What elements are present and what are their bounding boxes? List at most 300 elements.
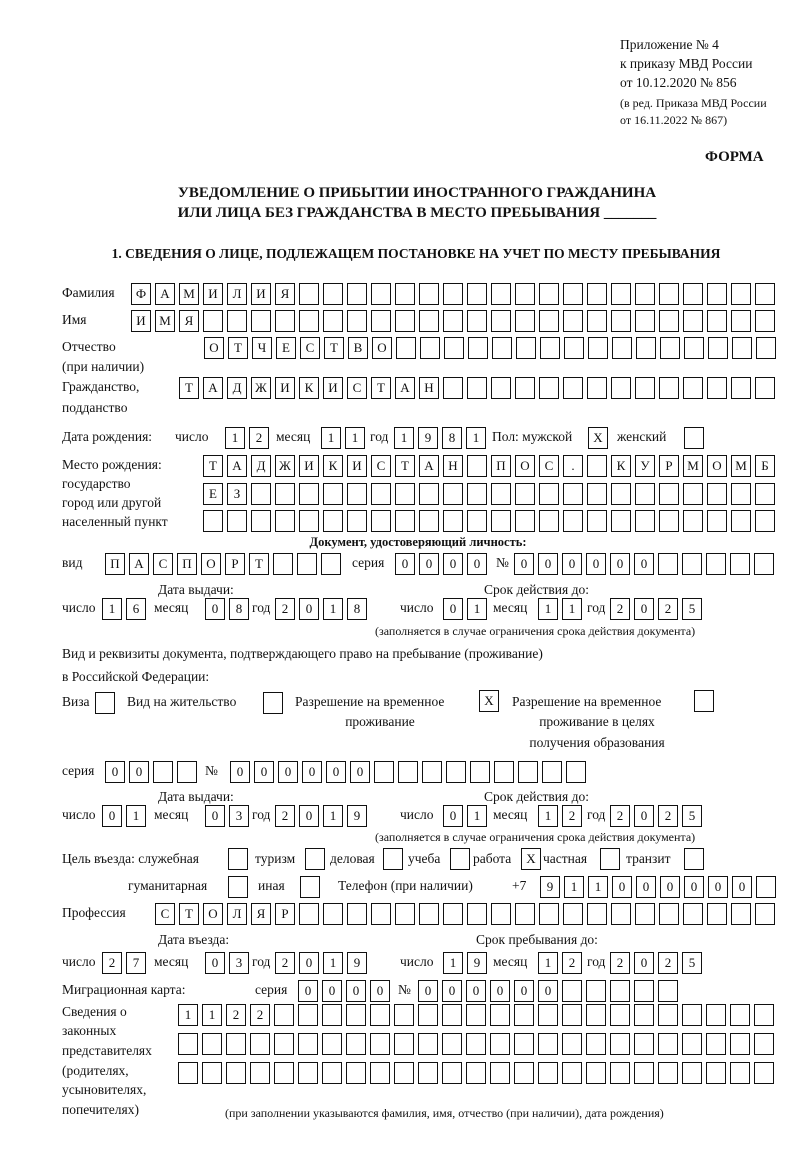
purpose-transit-checkbox[interactable] (684, 848, 708, 870)
char-cell[interactable]: 1 (345, 427, 365, 449)
char-cell[interactable] (706, 1033, 726, 1055)
char-cell[interactable] (394, 1004, 414, 1026)
char-cell[interactable] (682, 1033, 702, 1055)
char-cell[interactable] (563, 377, 583, 399)
char-cell[interactable] (203, 510, 223, 532)
char-cell[interactable] (395, 510, 415, 532)
char-cell[interactable] (371, 283, 391, 305)
char-cell[interactable]: О (204, 337, 224, 359)
char-cell[interactable]: Д (227, 377, 247, 399)
char-cell[interactable] (514, 1033, 534, 1055)
char-cell[interactable] (731, 310, 751, 332)
char-cell[interactable]: Д (251, 455, 271, 477)
char-cell[interactable]: 0 (346, 980, 366, 1002)
char-cell[interactable] (203, 310, 223, 332)
char-cell[interactable] (466, 1062, 486, 1084)
char-cell[interactable]: Т (179, 377, 199, 399)
char-cell[interactable] (419, 483, 439, 505)
char-cell[interactable] (515, 377, 535, 399)
char-cell[interactable] (755, 510, 775, 532)
char-cell[interactable] (491, 510, 511, 532)
char-cell[interactable] (250, 1033, 270, 1055)
char-cell[interactable]: 1 (538, 952, 558, 974)
char-cell[interactable]: К (299, 377, 319, 399)
char-cell[interactable]: 2 (610, 598, 630, 620)
char-cell[interactable] (371, 310, 391, 332)
char-cell[interactable] (228, 848, 248, 870)
purpose-tourism-checkbox[interactable] (305, 848, 329, 870)
char-cell[interactable] (305, 848, 325, 870)
char-cell[interactable] (658, 1004, 678, 1026)
char-cell[interactable] (684, 427, 704, 449)
char-cell[interactable] (635, 310, 655, 332)
char-cell[interactable]: 2 (562, 952, 582, 974)
char-cell[interactable]: 0 (612, 876, 632, 898)
char-cell[interactable]: 1 (538, 805, 558, 827)
char-cell[interactable] (491, 903, 511, 925)
char-cell[interactable] (588, 337, 608, 359)
birth-month-field[interactable] (321, 427, 369, 449)
char-cell[interactable]: 2 (249, 427, 269, 449)
representatives-row3[interactable] (178, 1062, 778, 1084)
char-cell[interactable] (394, 1062, 414, 1084)
char-cell[interactable]: 0 (634, 952, 654, 974)
doc-valid-year-field[interactable] (610, 598, 706, 620)
char-cell[interactable] (731, 283, 751, 305)
female-checkbox[interactable] (684, 427, 708, 449)
char-cell[interactable]: Е (276, 337, 296, 359)
until-day-field[interactable] (443, 952, 491, 974)
purpose-study-checkbox[interactable] (450, 848, 474, 870)
char-cell[interactable]: М (731, 455, 751, 477)
char-cell[interactable] (323, 483, 343, 505)
char-cell[interactable]: Б (755, 455, 775, 477)
stay-valid-day-field[interactable] (443, 805, 491, 827)
char-cell[interactable] (610, 1033, 630, 1055)
char-cell[interactable]: 1 (321, 427, 341, 449)
char-cell[interactable] (299, 510, 319, 532)
char-cell[interactable] (300, 876, 320, 898)
char-cell[interactable]: 8 (442, 427, 462, 449)
char-cell[interactable]: 0 (684, 876, 704, 898)
char-cell[interactable] (346, 1004, 366, 1026)
char-cell[interactable] (514, 1062, 534, 1084)
char-cell[interactable]: Ж (275, 455, 295, 477)
char-cell[interactable] (443, 510, 463, 532)
char-cell[interactable] (274, 1062, 294, 1084)
birth-place-row1[interactable] (203, 455, 779, 477)
char-cell[interactable] (297, 553, 317, 575)
char-cell[interactable]: 1 (225, 427, 245, 449)
char-cell[interactable] (660, 337, 680, 359)
char-cell[interactable]: М (179, 283, 199, 305)
doc-valid-day-field[interactable] (443, 598, 491, 620)
purpose-humanitarian-checkbox[interactable] (228, 876, 252, 898)
char-cell[interactable] (467, 483, 487, 505)
char-cell[interactable] (323, 283, 343, 305)
char-cell[interactable] (635, 377, 655, 399)
char-cell[interactable] (611, 483, 631, 505)
char-cell[interactable]: 5 (682, 805, 702, 827)
char-cell[interactable] (706, 1062, 726, 1084)
char-cell[interactable] (347, 510, 367, 532)
char-cell[interactable] (515, 510, 535, 532)
until-month-field[interactable] (538, 952, 586, 974)
char-cell[interactable]: 2 (275, 952, 295, 974)
char-cell[interactable] (228, 876, 248, 898)
char-cell[interactable]: 2 (610, 805, 630, 827)
char-cell[interactable] (754, 1004, 774, 1026)
char-cell[interactable] (95, 692, 115, 714)
char-cell[interactable] (374, 761, 394, 783)
char-cell[interactable] (586, 980, 606, 1002)
char-cell[interactable] (322, 1033, 342, 1055)
char-cell[interactable]: 0 (350, 761, 370, 783)
char-cell[interactable] (395, 483, 415, 505)
char-cell[interactable] (418, 1062, 438, 1084)
char-cell[interactable] (322, 1004, 342, 1026)
char-cell[interactable] (370, 1033, 390, 1055)
doc-series-field[interactable] (395, 553, 491, 575)
char-cell[interactable] (707, 903, 727, 925)
char-cell[interactable] (611, 377, 631, 399)
char-cell[interactable] (263, 692, 283, 714)
char-cell[interactable]: С (155, 903, 175, 925)
doc-number-field[interactable] (514, 553, 778, 575)
char-cell[interactable] (634, 980, 654, 1002)
male-checkbox[interactable] (588, 427, 612, 449)
char-cell[interactable]: 2 (658, 598, 678, 620)
char-cell[interactable]: Т (179, 903, 199, 925)
representatives-row1[interactable] (178, 1004, 778, 1026)
entry-month-field[interactable] (205, 952, 253, 974)
char-cell[interactable] (730, 1062, 750, 1084)
char-cell[interactable] (540, 337, 560, 359)
char-cell[interactable] (635, 283, 655, 305)
char-cell[interactable] (467, 455, 487, 477)
profession-field[interactable] (155, 903, 779, 925)
char-cell[interactable]: 0 (660, 876, 680, 898)
char-cell[interactable]: С (539, 455, 559, 477)
char-cell[interactable] (490, 1033, 510, 1055)
char-cell[interactable] (468, 337, 488, 359)
char-cell[interactable]: 0 (586, 553, 606, 575)
char-cell[interactable] (732, 337, 752, 359)
char-cell[interactable]: 0 (254, 761, 274, 783)
char-cell[interactable]: 0 (634, 553, 654, 575)
char-cell[interactable] (251, 310, 271, 332)
char-cell[interactable] (419, 903, 439, 925)
char-cell[interactable]: 0 (299, 805, 319, 827)
doc-issue-month-field[interactable] (205, 598, 253, 620)
char-cell[interactable] (418, 1004, 438, 1026)
char-cell[interactable]: 1 (323, 805, 343, 827)
char-cell[interactable]: И (299, 455, 319, 477)
char-cell[interactable] (683, 483, 703, 505)
char-cell[interactable]: 5 (682, 598, 702, 620)
char-cell[interactable] (323, 310, 343, 332)
citizenship-field[interactable] (179, 377, 779, 399)
migration-number-field[interactable] (418, 980, 682, 1002)
char-cell[interactable] (683, 283, 703, 305)
char-cell[interactable] (443, 377, 463, 399)
edu-residence-checkbox[interactable] (694, 690, 718, 712)
char-cell[interactable] (587, 283, 607, 305)
birth-place-row2[interactable] (203, 483, 779, 505)
char-cell[interactable]: Т (249, 553, 269, 575)
stay-issue-day-field[interactable] (102, 805, 150, 827)
char-cell[interactable] (730, 553, 750, 575)
char-cell[interactable] (466, 1004, 486, 1026)
char-cell[interactable] (347, 483, 367, 505)
char-cell[interactable] (470, 761, 490, 783)
char-cell[interactable] (515, 903, 535, 925)
char-cell[interactable] (443, 283, 463, 305)
char-cell[interactable] (274, 1033, 294, 1055)
purpose-private-checkbox[interactable] (600, 848, 624, 870)
char-cell[interactable] (731, 377, 751, 399)
char-cell[interactable]: 5 (682, 952, 702, 974)
char-cell[interactable]: 0 (562, 553, 582, 575)
char-cell[interactable]: А (203, 377, 223, 399)
char-cell[interactable] (587, 903, 607, 925)
char-cell[interactable] (251, 483, 271, 505)
char-cell[interactable]: 8 (347, 598, 367, 620)
char-cell[interactable] (635, 903, 655, 925)
char-cell[interactable]: И (131, 310, 151, 332)
char-cell[interactable]: 6 (126, 598, 146, 620)
temp-residence-checkbox[interactable] (479, 690, 503, 712)
char-cell[interactable]: А (419, 455, 439, 477)
char-cell[interactable]: 0 (634, 805, 654, 827)
char-cell[interactable] (490, 1004, 510, 1026)
char-cell[interactable]: 0 (708, 876, 728, 898)
char-cell[interactable] (562, 1033, 582, 1055)
residence-checkbox[interactable] (263, 692, 287, 714)
char-cell[interactable] (321, 553, 341, 575)
char-cell[interactable] (658, 1033, 678, 1055)
char-cell[interactable] (586, 1004, 606, 1026)
char-cell[interactable] (422, 761, 442, 783)
char-cell[interactable]: 2 (275, 598, 295, 620)
char-cell[interactable] (754, 1062, 774, 1084)
char-cell[interactable]: 2 (275, 805, 295, 827)
char-cell[interactable]: С (153, 553, 173, 575)
char-cell[interactable]: Т (324, 337, 344, 359)
char-cell[interactable] (731, 483, 751, 505)
char-cell[interactable] (636, 337, 656, 359)
char-cell[interactable] (612, 337, 632, 359)
char-cell[interactable]: 2 (250, 1004, 270, 1026)
char-cell[interactable] (371, 510, 391, 532)
char-cell[interactable] (227, 310, 247, 332)
char-cell[interactable] (347, 283, 367, 305)
char-cell[interactable] (419, 310, 439, 332)
patronymic-field[interactable] (204, 337, 780, 359)
char-cell[interactable]: 0 (610, 553, 630, 575)
char-cell[interactable]: 0 (129, 761, 149, 783)
char-cell[interactable]: К (611, 455, 631, 477)
char-cell[interactable]: 0 (514, 980, 534, 1002)
char-cell[interactable]: X (479, 690, 499, 712)
char-cell[interactable]: 1 (564, 876, 584, 898)
char-cell[interactable] (323, 510, 343, 532)
char-cell[interactable]: 2 (102, 952, 122, 974)
char-cell[interactable]: 0 (298, 980, 318, 1002)
char-cell[interactable] (659, 903, 679, 925)
char-cell[interactable]: В (348, 337, 368, 359)
char-cell[interactable] (611, 510, 631, 532)
char-cell[interactable]: У (635, 455, 655, 477)
char-cell[interactable] (755, 310, 775, 332)
char-cell[interactable] (178, 1062, 198, 1084)
char-cell[interactable] (755, 283, 775, 305)
char-cell[interactable] (395, 283, 415, 305)
char-cell[interactable]: 1 (178, 1004, 198, 1026)
char-cell[interactable]: Н (419, 377, 439, 399)
entry-year-field[interactable] (275, 952, 371, 974)
char-cell[interactable]: 3 (229, 952, 249, 974)
doc-issue-year-field[interactable] (275, 598, 371, 620)
char-cell[interactable]: 1 (323, 598, 343, 620)
char-cell[interactable] (563, 903, 583, 925)
char-cell[interactable] (754, 553, 774, 575)
char-cell[interactable]: 0 (443, 553, 463, 575)
char-cell[interactable]: 0 (322, 980, 342, 1002)
char-cell[interactable]: 8 (229, 598, 249, 620)
char-cell[interactable]: Л (227, 903, 247, 925)
surname-field[interactable] (131, 283, 779, 305)
char-cell[interactable] (514, 1004, 534, 1026)
char-cell[interactable] (563, 483, 583, 505)
char-cell[interactable]: О (372, 337, 392, 359)
char-cell[interactable] (659, 283, 679, 305)
char-cell[interactable]: 0 (299, 598, 319, 620)
char-cell[interactable] (586, 1062, 606, 1084)
char-cell[interactable]: 0 (102, 805, 122, 827)
char-cell[interactable] (682, 1062, 702, 1084)
char-cell[interactable]: Я (251, 903, 271, 925)
char-cell[interactable] (444, 337, 464, 359)
char-cell[interactable]: 2 (610, 952, 630, 974)
char-cell[interactable] (684, 337, 704, 359)
char-cell[interactable]: 2 (226, 1004, 246, 1026)
char-cell[interactable]: 0 (230, 761, 250, 783)
char-cell[interactable] (611, 283, 631, 305)
char-cell[interactable] (178, 1033, 198, 1055)
char-cell[interactable]: Р (275, 903, 295, 925)
name-field[interactable] (131, 310, 779, 332)
char-cell[interactable] (682, 553, 702, 575)
char-cell[interactable] (515, 310, 535, 332)
char-cell[interactable]: И (251, 283, 271, 305)
char-cell[interactable]: 9 (467, 952, 487, 974)
char-cell[interactable] (683, 310, 703, 332)
char-cell[interactable] (420, 337, 440, 359)
char-cell[interactable]: П (177, 553, 197, 575)
char-cell[interactable] (490, 1062, 510, 1084)
char-cell[interactable] (299, 310, 319, 332)
char-cell[interactable] (707, 283, 727, 305)
char-cell[interactable] (227, 510, 247, 532)
char-cell[interactable] (538, 1033, 558, 1055)
char-cell[interactable]: 1 (202, 1004, 222, 1026)
char-cell[interactable]: О (203, 903, 223, 925)
char-cell[interactable] (467, 377, 487, 399)
char-cell[interactable] (562, 1062, 582, 1084)
char-cell[interactable] (659, 377, 679, 399)
char-cell[interactable] (347, 310, 367, 332)
char-cell[interactable] (586, 1033, 606, 1055)
char-cell[interactable] (396, 337, 416, 359)
char-cell[interactable]: 1 (443, 952, 463, 974)
char-cell[interactable] (658, 980, 678, 1002)
char-cell[interactable]: 0 (634, 598, 654, 620)
char-cell[interactable] (323, 903, 343, 925)
char-cell[interactable] (298, 1033, 318, 1055)
char-cell[interactable]: 0 (466, 980, 486, 1002)
char-cell[interactable]: 1 (323, 952, 343, 974)
phone-field[interactable] (540, 876, 780, 898)
char-cell[interactable] (273, 553, 293, 575)
char-cell[interactable] (177, 761, 197, 783)
char-cell[interactable] (275, 483, 295, 505)
char-cell[interactable]: 0 (105, 761, 125, 783)
char-cell[interactable] (610, 1062, 630, 1084)
char-cell[interactable] (383, 848, 403, 870)
char-cell[interactable] (370, 1004, 390, 1026)
char-cell[interactable] (467, 283, 487, 305)
char-cell[interactable]: Т (203, 455, 223, 477)
char-cell[interactable] (346, 1062, 366, 1084)
char-cell[interactable]: Я (275, 283, 295, 305)
char-cell[interactable]: О (515, 455, 535, 477)
representatives-row2[interactable] (178, 1033, 778, 1055)
char-cell[interactable] (299, 283, 319, 305)
stay-number-field[interactable] (230, 761, 590, 783)
char-cell[interactable] (538, 1062, 558, 1084)
char-cell[interactable] (707, 377, 727, 399)
char-cell[interactable] (539, 310, 559, 332)
char-cell[interactable] (706, 1004, 726, 1026)
char-cell[interactable]: 0 (514, 553, 534, 575)
char-cell[interactable]: 0 (636, 876, 656, 898)
birth-place-row3[interactable] (203, 510, 779, 532)
char-cell[interactable] (442, 1033, 462, 1055)
char-cell[interactable] (708, 337, 728, 359)
char-cell[interactable] (347, 903, 367, 925)
stay-issue-month-field[interactable] (205, 805, 253, 827)
char-cell[interactable]: 0 (205, 952, 225, 974)
char-cell[interactable] (274, 1004, 294, 1026)
char-cell[interactable]: О (201, 553, 221, 575)
char-cell[interactable]: 0 (419, 553, 439, 575)
char-cell[interactable] (684, 848, 704, 870)
char-cell[interactable]: Ж (251, 377, 271, 399)
char-cell[interactable] (226, 1033, 246, 1055)
char-cell[interactable]: М (683, 455, 703, 477)
char-cell[interactable] (683, 510, 703, 532)
char-cell[interactable]: 0 (278, 761, 298, 783)
char-cell[interactable]: А (227, 455, 247, 477)
char-cell[interactable]: 0 (538, 553, 558, 575)
char-cell[interactable] (491, 283, 511, 305)
char-cell[interactable] (707, 483, 727, 505)
char-cell[interactable] (466, 1033, 486, 1055)
char-cell[interactable]: О (707, 455, 727, 477)
char-cell[interactable] (298, 1062, 318, 1084)
visa-checkbox[interactable] (95, 692, 119, 714)
